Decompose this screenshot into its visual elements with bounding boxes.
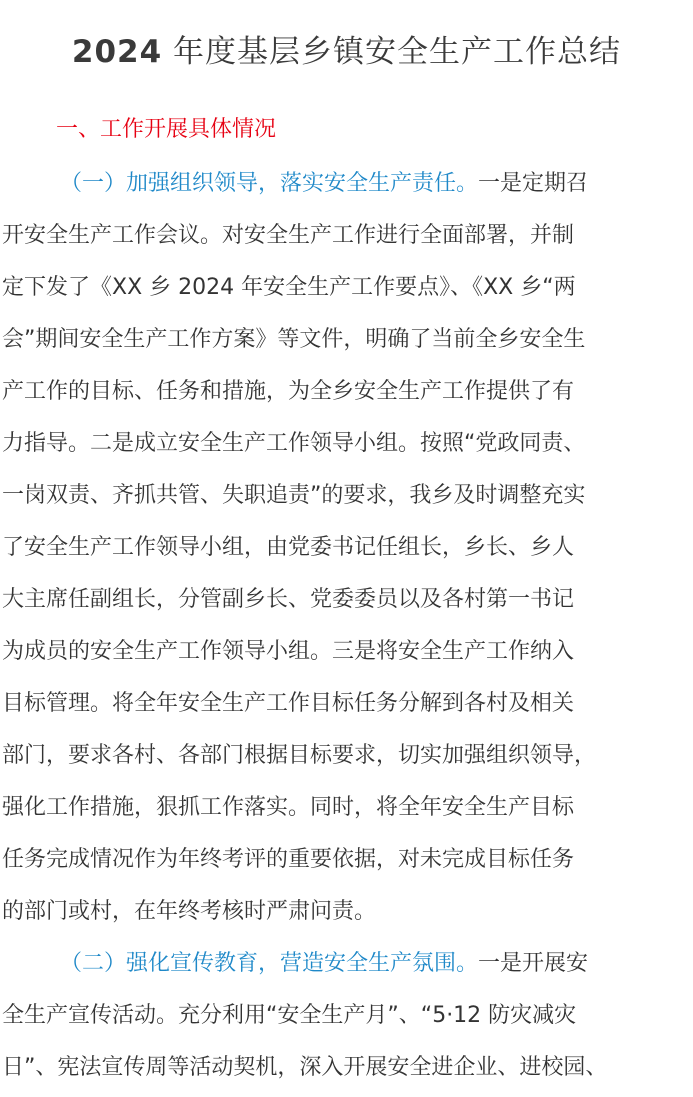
paragraph-line: 一岗双责、齐抓共管、失职追责”的要求，我乡及时调整充实: [2, 483, 586, 508]
paragraph-line: [60, 164, 588, 204]
section-heading: 一、工作开展具体情况: [56, 117, 277, 142]
paragraph-text: 一是定期召: [478, 171, 589, 196]
paragraph-line: 强化工作措施，狠抓工作落实。同时，将全年安全生产目标: [2, 795, 575, 820]
paragraph-line: 为成员的安全生产工作领导小组。三是将安全生产工作纳入: [2, 639, 575, 664]
paragraph-line: 全生产宣传活动。充分利用“安全生产月”、“5·12 防灾减灾: [2, 1003, 577, 1028]
paragraph-line: 会”期间安全生产工作方案》等文件，明确了当前全乡安全生: [2, 327, 586, 352]
paragraph-line: [60, 944, 588, 984]
subsection-heading: （二）强化宣传教育，营造安全生产氛围。: [60, 951, 479, 976]
paragraph-line: 了安全生产工作领导小组，由党委书记任组长，乡长、乡人: [2, 535, 575, 560]
paragraph-line: 产工作的目标、任务和措施，为全乡安全生产工作提供了有: [2, 379, 575, 404]
title-text: 年度基层乡镇安全生产工作总结: [162, 34, 622, 70]
title-year: 2024: [71, 34, 163, 70]
paragraph-line: 大主席任副组长，分管副乡长、党委委员以及各村第一书记: [2, 587, 575, 612]
paragraph-line: 任务完成情况作为年终考评的重要依据，对未完成目标任务: [2, 847, 575, 872]
paragraph-text: 一是开展安: [478, 951, 589, 976]
paragraph-line: 定下发了《XX 乡 2024 年安全生产工作要点》、《XX 乡“两: [2, 275, 576, 300]
paragraph-line: 的部门或村，在年终考核时严肃问责。: [2, 899, 377, 924]
paragraph-line: 力指导。二是成立安全生产工作领导小组。按照“党政同责、: [2, 431, 586, 456]
document-title: [0, 30, 693, 74]
paragraph-line: 日”、宪法宣传周等活动契机，深入开展安全进企业、进校园、: [2, 1055, 608, 1080]
subsection-heading: （一）加强组织领导，落实安全生产责任。: [60, 171, 479, 196]
paragraph-line: 开安全生产工作会议。对安全生产工作进行全面部署，并制: [2, 223, 575, 248]
paragraph-line: 目标管理。将全年安全生产工作目标任务分解到各村及相关: [2, 691, 575, 716]
paragraph-line: 部门，要求各村、各部门根据目标要求，切实加强组织领导，: [2, 743, 597, 768]
